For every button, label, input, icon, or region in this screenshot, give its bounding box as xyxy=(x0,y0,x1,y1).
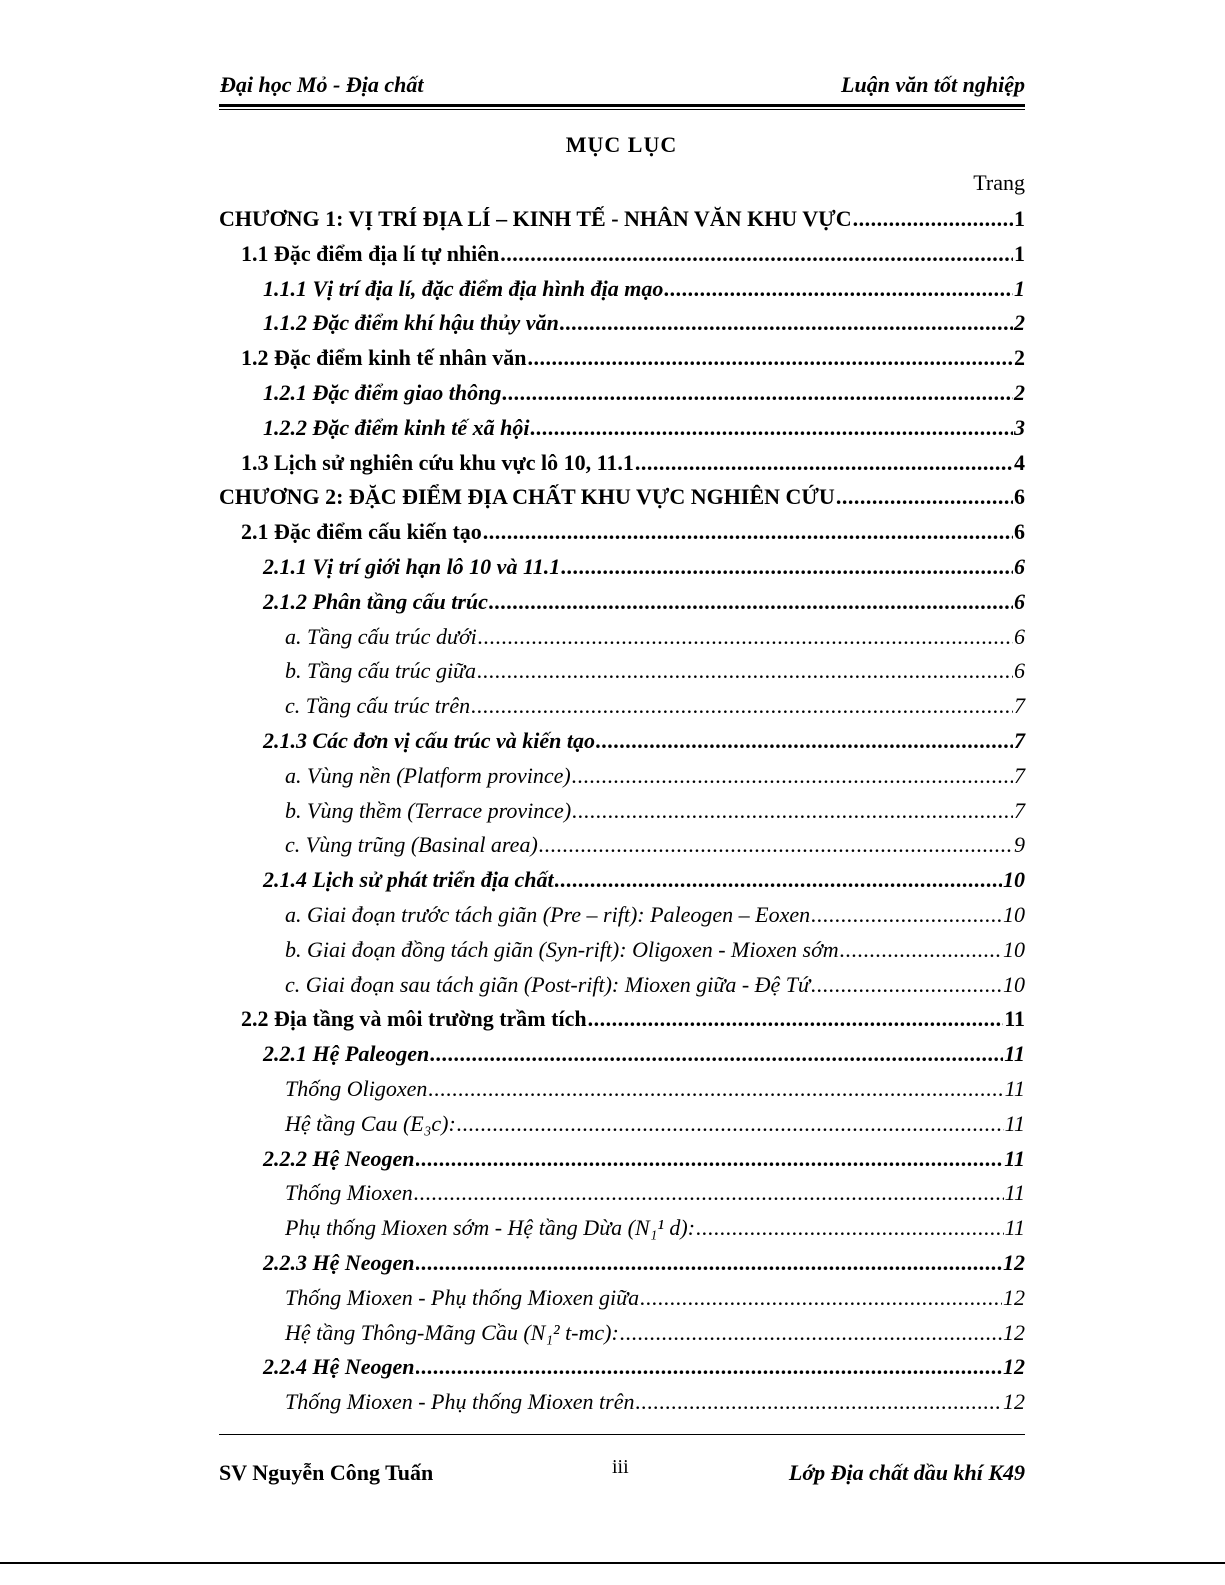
toc-entry-title: 2.2.2 Hệ Neogen xyxy=(263,1145,415,1171)
toc-entry[interactable] xyxy=(219,828,1025,863)
toc-entry-page: 7 xyxy=(1014,727,1025,753)
toc-entry[interactable] xyxy=(219,1281,1025,1316)
toc-entry-page: 12 xyxy=(1003,1249,1025,1275)
toc-entry[interactable] xyxy=(219,550,1025,585)
toc-entry[interactable] xyxy=(219,1176,1025,1211)
toc-dot-leader xyxy=(588,1002,1004,1037)
toc-entry-title: 1.2.2 Đặc điểm kinh tế xã hội xyxy=(263,414,530,440)
toc-dot-leader xyxy=(457,1107,1004,1142)
toc-entry-title: Thống Mioxen - Phụ thống Mioxen giữa xyxy=(285,1284,640,1310)
toc-entry[interactable] xyxy=(219,376,1025,411)
toc-entry[interactable] xyxy=(219,1072,1025,1107)
toc-entry-page: 11 xyxy=(1004,1075,1025,1101)
footer-right: Lớp Địa chất dầu khí K49 xyxy=(788,1460,1025,1485)
toc-entry[interactable] xyxy=(219,689,1025,724)
toc-entry-title: 1.1.2 Đặc điểm khí hậu thủy văn xyxy=(263,310,559,336)
toc-dot-leader xyxy=(620,1316,1002,1351)
toc-dot-leader xyxy=(478,620,1013,655)
toc-entry[interactable] xyxy=(219,585,1025,620)
toc-entry-page: 7 xyxy=(1014,797,1025,823)
toc-dot-leader xyxy=(414,1176,1004,1211)
toc-dot-leader xyxy=(560,306,1013,341)
toc-dot-leader xyxy=(502,376,1013,411)
toc-entry-page: 2 xyxy=(1014,379,1025,405)
header-rule-thick xyxy=(219,104,1025,107)
toc-entry-page: 11 xyxy=(1004,1110,1025,1136)
toc-dot-leader xyxy=(561,550,1013,585)
toc-entry[interactable] xyxy=(219,341,1025,376)
toc-entry-page: 9 xyxy=(1014,832,1025,858)
toc-entry-title: b. Giai đoạn đồng tách giãn (Syn-rift): Oligoxen - Mioxen sớm xyxy=(285,936,839,962)
toc-entry[interactable] xyxy=(219,1211,1025,1246)
toc-entry[interactable] xyxy=(219,654,1025,689)
toc-dot-leader xyxy=(428,1072,1003,1107)
toc-entry[interactable] xyxy=(219,724,1025,759)
toc-entry-title: CHƯƠNG 2: ĐẶC ĐIỂM ĐỊA CHẤT KHU VỰC NGHIÊN CỨU xyxy=(219,484,835,510)
toc-entry-title: 1.2.1 Đặc điểm giao thông xyxy=(263,379,502,405)
page-edge-line xyxy=(0,1562,1225,1564)
toc-entry-title: CHƯƠNG 1: VỊ TRÍ ĐỊA LÍ – KINH TẾ - NHÂN VĂN KHU VỰC xyxy=(219,206,852,231)
toc-dot-leader xyxy=(696,1211,1004,1246)
toc-dot-leader xyxy=(840,933,1002,968)
toc-entry-page: 3 xyxy=(1014,414,1025,440)
toc-entry-page: 7 xyxy=(1014,693,1025,719)
toc-entry-title: 1.1.1 Vị trí địa lí, đặc điểm địa hình địa mạo xyxy=(263,275,664,301)
toc-entry[interactable] xyxy=(219,968,1025,1003)
toc-entry-page: 1 xyxy=(1014,240,1025,266)
toc-entry[interactable] xyxy=(219,933,1025,968)
toc-dot-leader xyxy=(483,515,1013,550)
toc-dot-leader xyxy=(527,341,1013,376)
toc-entry[interactable] xyxy=(219,202,1025,237)
footer-rule xyxy=(219,1434,1025,1435)
toc-entry-title: Thống Oligoxen xyxy=(285,1075,428,1101)
toc-entry-page: 11 xyxy=(1004,1215,1025,1241)
toc-dot-leader xyxy=(489,585,1013,620)
toc-entry-title: 2.2 Địa tầng và môi trường trầm tích xyxy=(241,1006,587,1032)
toc-entry-title: 2.1.4 Lịch sử phát triển địa chất xyxy=(263,867,554,893)
toc-dot-leader xyxy=(596,724,1013,759)
toc-entry-page: 12 xyxy=(1003,1284,1025,1310)
toc-entry-title: c. Tầng cấu trúc trên xyxy=(285,693,471,719)
toc-entry-page: 7 xyxy=(1014,762,1025,788)
page-column-label: Trang xyxy=(973,170,1025,195)
toc-dot-leader xyxy=(572,794,1013,829)
toc-entry-page: 10 xyxy=(1003,867,1025,893)
toc-entry-page: 11 xyxy=(1004,1006,1025,1032)
toc-entry-page: 1 xyxy=(1014,206,1025,231)
toc-dot-leader xyxy=(664,272,1013,307)
toc-entry-title: 2.2.1 Hệ Paleogen xyxy=(263,1041,430,1067)
toc-entry-title: Thống Mioxen xyxy=(285,1180,413,1206)
toc-dot-leader xyxy=(811,898,1002,933)
toc-entry[interactable] xyxy=(219,1385,1025,1420)
toc-entry[interactable] xyxy=(219,237,1025,272)
toc-dot-leader xyxy=(500,237,1013,272)
toc-entry-title: Hệ tầng Cau (E₃c): xyxy=(285,1110,456,1136)
toc-entry-page: 11 xyxy=(1004,1145,1025,1171)
toc-entry-title: 2.1.1 Vị trí giới hạn lô 10 và 11.1 xyxy=(263,553,561,579)
toc-entry-page: 10 xyxy=(1003,936,1025,962)
toc-entry-page: 10 xyxy=(1003,901,1025,927)
toc-entry[interactable] xyxy=(219,863,1025,898)
toc-dot-leader xyxy=(416,1246,1002,1281)
toc-dot-leader xyxy=(811,968,1002,1003)
toc-entry[interactable] xyxy=(219,272,1025,307)
header-rule-thin xyxy=(219,109,1025,110)
toc-entry-title: Hệ tầng Thông-Mãng Cầu (N₁² t-mc): xyxy=(285,1319,619,1345)
toc-entry[interactable] xyxy=(219,1316,1025,1351)
toc-entry-title: c. Giai đoạn sau tách giãn (Post-rift): Mioxen giữa - Đệ Tứ xyxy=(285,971,811,997)
toc-entry-title: a. Giai đoạn trước tách giãn (Pre – rift): Paleogen – Eoxen xyxy=(285,901,811,927)
toc-dot-leader xyxy=(572,759,1013,794)
toc-entry-title: c. Vùng trũng (Basinal area) xyxy=(285,832,538,858)
toc-entry-title: Phụ thống Mioxen sớm - Hệ tầng Dừa (N₁¹ d): xyxy=(285,1215,696,1241)
toc-dot-leader xyxy=(640,1281,1002,1316)
toc-entry-page: 6 xyxy=(1014,553,1025,579)
toc-entry[interactable] xyxy=(219,1002,1025,1037)
toc-entry-page: 6 xyxy=(1014,658,1025,684)
toc-dot-leader xyxy=(555,863,1002,898)
toc-entry[interactable] xyxy=(219,898,1025,933)
toc-dot-leader xyxy=(539,828,1013,863)
toc-entry-title: 1.2 Đặc điểm kinh tế nhân văn xyxy=(241,345,527,371)
toc-entry-page: 10 xyxy=(1003,971,1025,997)
toc-entry-page: 2 xyxy=(1014,310,1025,336)
toc-entry[interactable] xyxy=(219,480,1025,515)
toc-dot-leader xyxy=(416,1350,1002,1385)
page-number: iii xyxy=(612,1456,629,1478)
toc-entry-title: b. Tầng cấu trúc giữa xyxy=(285,658,477,684)
toc-entry-title: 2.1.2 Phân tầng cấu trúc xyxy=(263,588,488,614)
toc-entry-page: 12 xyxy=(1003,1319,1025,1345)
page-title: MỤC LỤC xyxy=(565,132,678,157)
toc-dot-leader xyxy=(636,1385,1003,1420)
toc-entry[interactable] xyxy=(219,759,1025,794)
toc-entry[interactable] xyxy=(219,306,1025,341)
toc-dot-leader xyxy=(471,689,1013,724)
toc-dot-leader xyxy=(635,446,1013,481)
toc-entry[interactable] xyxy=(219,515,1025,550)
toc-entry[interactable] xyxy=(219,446,1025,481)
toc-entry-page: 11 xyxy=(1004,1041,1025,1067)
toc-entry-title: 1.1 Đặc điểm địa lí tự nhiên xyxy=(241,240,500,266)
toc-entry-page: 6 xyxy=(1014,519,1025,545)
toc-entry-page: 6 xyxy=(1014,623,1025,649)
toc-entry-title: a. Vùng nền (Platform province) xyxy=(285,762,571,788)
toc-entry-page: 12 xyxy=(1003,1354,1025,1380)
toc-entry-page: 6 xyxy=(1014,484,1025,510)
toc-entry-page: 1 xyxy=(1014,275,1025,301)
toc-entry[interactable] xyxy=(219,1350,1025,1385)
toc-dot-leader xyxy=(836,480,1013,515)
toc-entry-title: 2.2.4 Hệ Neogen xyxy=(263,1354,415,1380)
toc-entry[interactable] xyxy=(219,1142,1025,1177)
toc-entry-page: 6 xyxy=(1014,588,1025,614)
footer-left: SV Nguyễn Công Tuấn xyxy=(219,1460,434,1485)
toc-entry[interactable] xyxy=(219,794,1025,829)
toc-entry-page: 4 xyxy=(1014,449,1025,475)
toc-entry-title: Thống Mioxen - Phụ thống Mioxen trên xyxy=(285,1389,635,1415)
toc-dot-leader xyxy=(853,202,1013,237)
toc-entry-title: 2.2.3 Hệ Neogen xyxy=(263,1249,415,1275)
toc-entry[interactable] xyxy=(219,1107,1025,1142)
table-of-contents xyxy=(219,202,1025,1420)
toc-dot-leader xyxy=(477,654,1013,689)
toc-entry-title: 2.1 Đặc điểm cấu kiến tạo xyxy=(241,519,482,545)
toc-entry-page: 11 xyxy=(1004,1180,1025,1206)
toc-entry[interactable] xyxy=(219,1037,1025,1072)
toc-entry-page: 12 xyxy=(1003,1389,1025,1415)
toc-dot-leader xyxy=(416,1142,1004,1177)
toc-entry-page: 2 xyxy=(1014,345,1025,371)
toc-entry[interactable] xyxy=(219,620,1025,655)
toc-entry[interactable] xyxy=(219,1246,1025,1281)
header-right: Luận văn tốt nghiệp xyxy=(841,72,1025,97)
toc-entry-title: a. Tầng cấu trúc dưới xyxy=(285,623,477,649)
toc-entry-title: b. Vùng thềm (Terrace province) xyxy=(285,797,572,823)
toc-entry-title: 1.3 Lịch sử nghiên cứu khu vực lô 10, 11.1 xyxy=(241,449,634,475)
header-left: Đại học Mỏ - Địa chất xyxy=(220,72,424,97)
toc-entry-title: 2.1.3 Các đơn vị cấu trúc và kiến tạo xyxy=(263,727,596,753)
toc-dot-leader xyxy=(430,1037,1003,1072)
toc-entry[interactable] xyxy=(219,411,1025,446)
toc-dot-leader xyxy=(530,411,1013,446)
